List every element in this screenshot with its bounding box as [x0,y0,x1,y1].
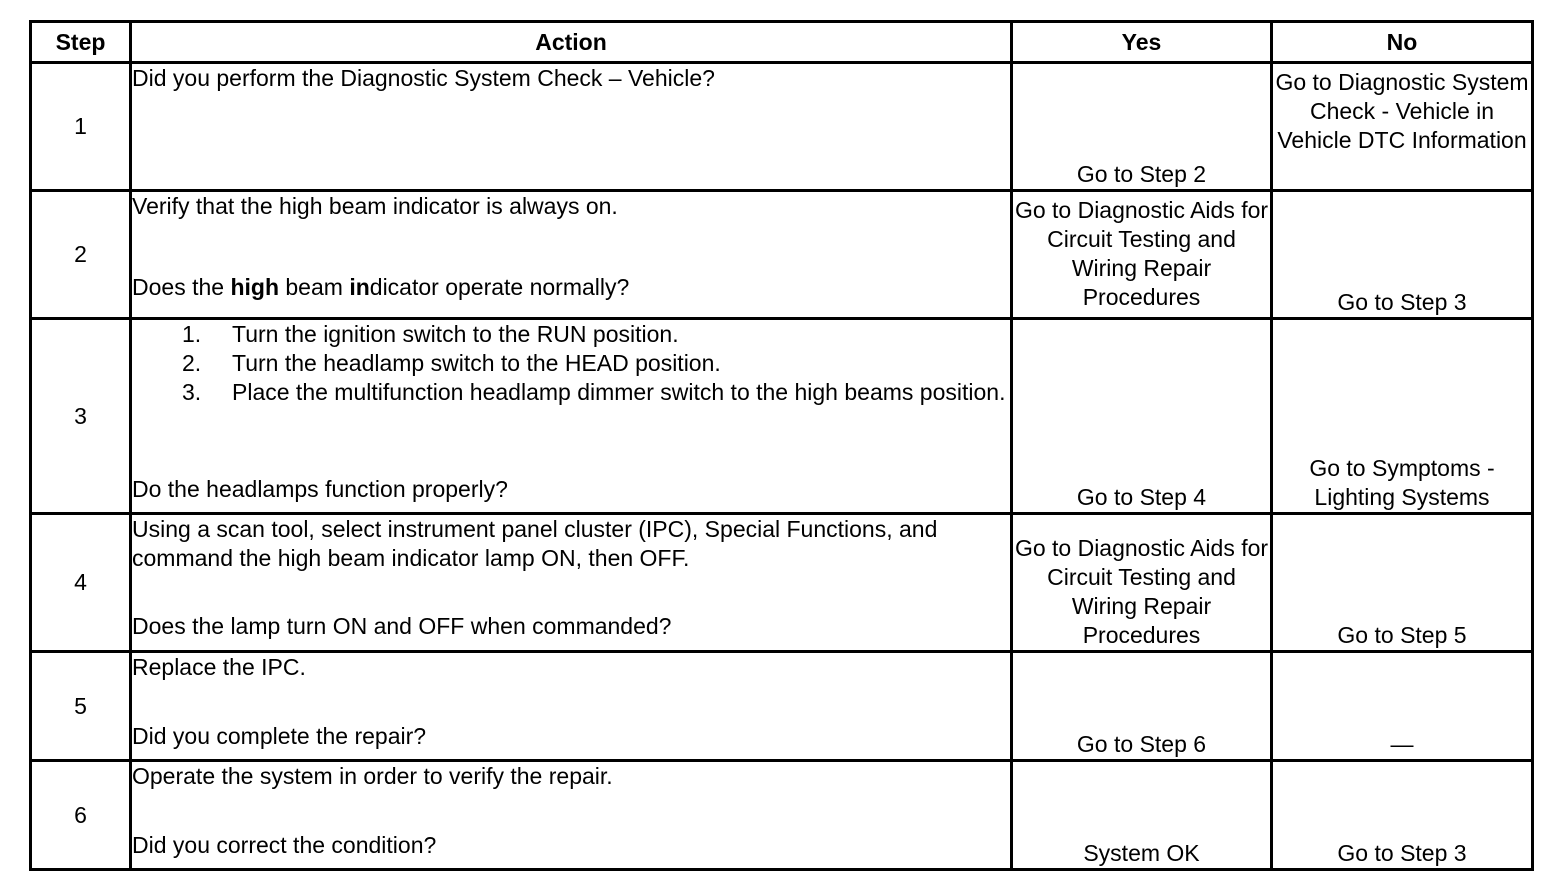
no-result: Go to Step 5 [1272,514,1533,652]
no-result: — [1272,652,1533,761]
action-text: Operate the system in order to verify the repair. [132,763,613,789]
step-number: 4 [31,514,131,652]
action-text: Did you perform the Diagnostic System Check – Vehicle? [132,65,715,91]
procedure-list [182,320,1010,407]
list-item: 1. Turn the ignition switch to the RUN position. [182,321,679,347]
no-result: Go to Symptoms - Lighting Systems [1272,319,1533,514]
action-question: Did you correct the condition? [132,832,437,858]
action-cell [131,514,1012,652]
yes-result: Go to Diagnostic Aids for Circuit Testing and Wiring Repair Procedures [1012,191,1272,319]
diagnostic-table [29,20,1534,871]
action-cell [131,652,1012,761]
action-question: Did you complete the repair? [132,723,427,749]
action-text: Using a scan tool, select instrument panel cluster (IPC), Special Functions, and command the high beam indicator lamp ON, then OFF. [132,516,938,571]
yes-result: Go to Diagnostic Aids for Circuit Testing and Wiring Repair Procedures [1012,514,1272,652]
table-row [31,652,1533,761]
action-cell [131,63,1012,191]
header-yes: Yes [1012,22,1272,63]
header-step: Step [31,22,131,63]
table-row [31,319,1533,514]
table-row [31,761,1533,870]
list-item: 2. Turn the headlamp switch to the HEAD position. [182,350,721,376]
list-item: 3. Place the multifunction headlamp dimmer switch to the high beams position. [182,379,1006,405]
header-row [31,22,1533,63]
yes-result: Go to Step 4 [1012,319,1272,514]
action-cell [131,761,1012,870]
action-text: Replace the IPC. [132,654,306,680]
header-action: Action [131,22,1012,63]
step-number: 6 [31,761,131,870]
action-question: Does the lamp turn ON and OFF when commanded? [132,613,672,639]
table-row [31,191,1533,319]
step-number: 3 [31,319,131,514]
action-text: Verify that the high beam indicator is always on. [132,193,618,219]
yes-result: System OK [1012,761,1272,870]
no-result: Go to Step 3 [1272,191,1533,319]
action-cell [131,191,1012,319]
table-row [31,63,1533,191]
header-no: No [1272,22,1533,63]
table-row [31,514,1533,652]
yes-result: Go to Step 6 [1012,652,1272,761]
step-number: 1 [31,63,131,191]
action-question: Do the headlamps function properly? [132,476,508,502]
action-question: Does the high beam indicator operate normally? [132,274,630,300]
step-number: 5 [31,652,131,761]
no-result: Go to Step 3 [1272,761,1533,870]
yes-result: Go to Step 2 [1012,63,1272,191]
no-result: Go to Diagnostic System Check - Vehicle in Vehicle DTC Information [1272,63,1533,191]
action-cell [131,319,1012,514]
step-number: 2 [31,191,131,319]
